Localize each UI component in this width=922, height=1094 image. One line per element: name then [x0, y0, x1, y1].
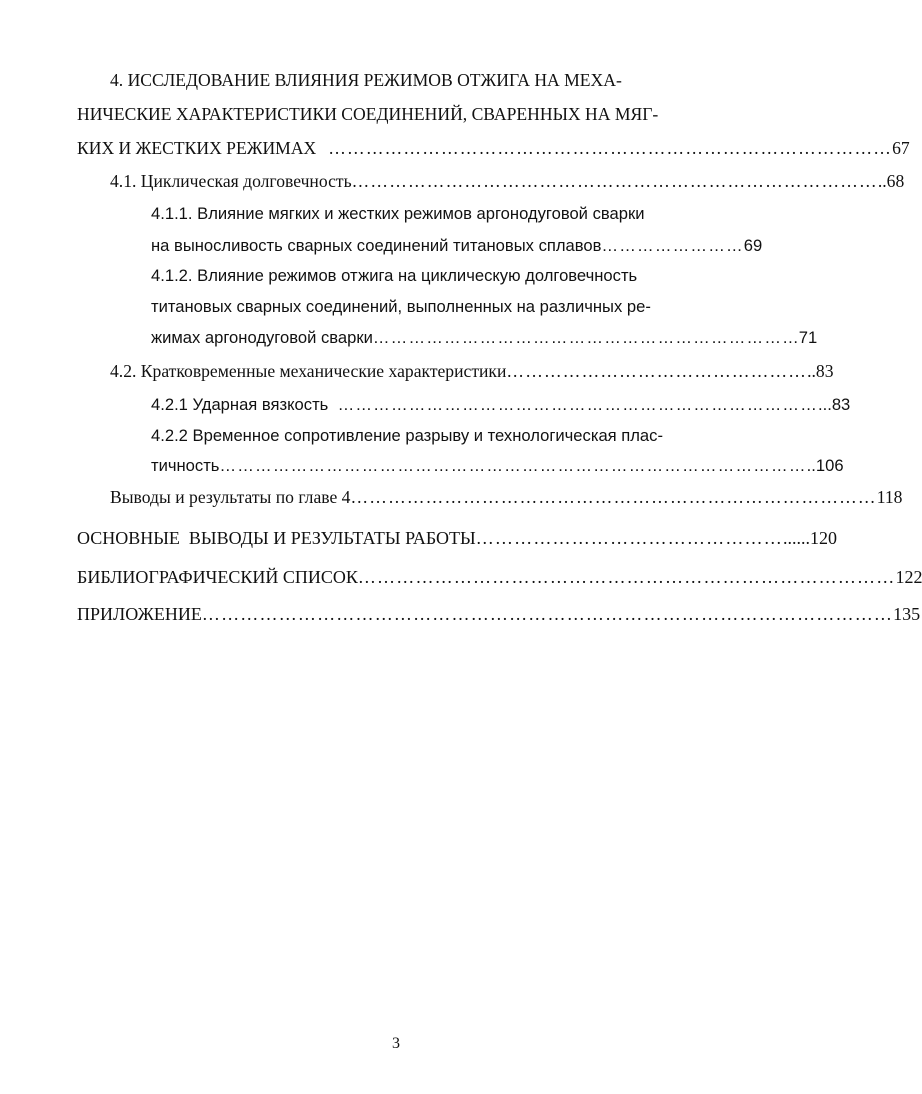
toc-dots: ……………………………………………………………………… — [337, 395, 818, 414]
toc-dots: ……………………………………………………………………………………………… — [201, 604, 894, 624]
toc-page: ......120 — [782, 528, 837, 548]
toc-entry-4-2-2[interactable] — [151, 456, 844, 476]
toc-title: 4.1. Циклическая долговечность — [110, 171, 352, 191]
chapter4-line2: НИЧЕСКИЕ ХАРАКТЕРИСТИКИ СОЕДИНЕНИЙ, СВАРЕННЫХ НА МЯГ- — [77, 104, 659, 124]
toc-dots: ………………………………………………………………………… — [357, 567, 896, 587]
toc-title: 4.2.1 Ударная вязкость — [151, 395, 338, 414]
toc-page: 118 — [876, 487, 903, 507]
toc-title: 4.2. Кратковременные механические характеристики — [110, 361, 507, 381]
toc-page: ..68 — [877, 171, 905, 191]
toc-dots: …………………… — [601, 236, 744, 255]
toc-title: БИБЛИОГРАФИЧЕСКИЙ СПИСОК — [77, 567, 358, 587]
toc-title: КИХ И ЖЕСТКИХ РЕЖИМАХ — [77, 138, 317, 158]
toc-entry-chapter4[interactable] — [77, 138, 910, 158]
toc-dots: ……………………………………………………………………………………… — [219, 456, 807, 475]
chapter4-line1: 4. ИССЛЕДОВАНИЕ ВЛИЯНИЯ РЕЖИМОВ ОТЖИГА НА МЕХА- — [110, 70, 622, 90]
toc-page: 122 — [895, 567, 922, 587]
toc-entry-4-1-1-line1: 4.1.1. Влияние мягких и жестких режимов аргонодуговой сварки — [151, 204, 645, 223]
toc-page: ...83 — [818, 395, 851, 414]
toc-title: ПРИЛОЖЕНИЕ — [77, 604, 202, 624]
page-number: 3 — [392, 1035, 400, 1052]
toc-entry-4-1[interactable] — [110, 171, 905, 191]
toc-entry-conclusions-4[interactable] — [110, 487, 903, 507]
toc-entry-bibliography[interactable] — [77, 567, 922, 587]
toc-entry-4-2-2-line1: 4.2.2 Временное сопротивление разрыву и технологическая плас- — [151, 426, 663, 445]
toc-page: 67 — [892, 138, 910, 158]
toc-title: на выносливость сварных соединений титановых сплавов — [151, 236, 602, 255]
toc-page: ..83 — [807, 361, 834, 381]
toc-dots: ………………………………………… — [506, 361, 808, 381]
toc-dots: ………………………………………………………………………… — [350, 487, 877, 507]
toc-title: жимах аргонодуговой сварки — [151, 328, 373, 347]
toc-title: ОСНОВНЫЕ ВЫВОДЫ И РЕЗУЛЬТАТЫ РАБОТЫ — [77, 528, 476, 548]
toc-entry-4-1-2-line2: титановых сварных соединений, выполненных на различных ре- — [151, 297, 651, 316]
toc-entry-4-1-2[interactable] — [151, 328, 818, 348]
toc-dots: …………………………………………………………… — [372, 328, 783, 347]
toc-entry-4-1-2-line1: 4.1.2. Влияние режимов отжига на циклическую долговечность — [151, 266, 638, 285]
toc-dots: ……………………………………………………………………………… — [328, 138, 893, 158]
toc-entry-main-conclusions[interactable] — [77, 528, 837, 548]
toc-entry-4-1-1[interactable] — [151, 236, 763, 256]
toc-title: тичность — [151, 456, 220, 475]
toc-entry-4-2-1[interactable] — [151, 395, 851, 415]
toc-page: …71 — [782, 328, 818, 347]
toc-dots: ………………………………………… — [475, 528, 783, 548]
toc-page: 69 — [743, 236, 763, 255]
toc-entry-appendix[interactable] — [77, 604, 921, 624]
toc-dots: ………………………………………………………………………… — [351, 171, 878, 191]
toc-page: 135 — [893, 604, 921, 624]
toc-entry-4-2[interactable] — [110, 361, 834, 381]
toc-page: ..106 — [806, 456, 844, 475]
toc-title: Выводы и результаты по главе 4 — [110, 487, 351, 507]
